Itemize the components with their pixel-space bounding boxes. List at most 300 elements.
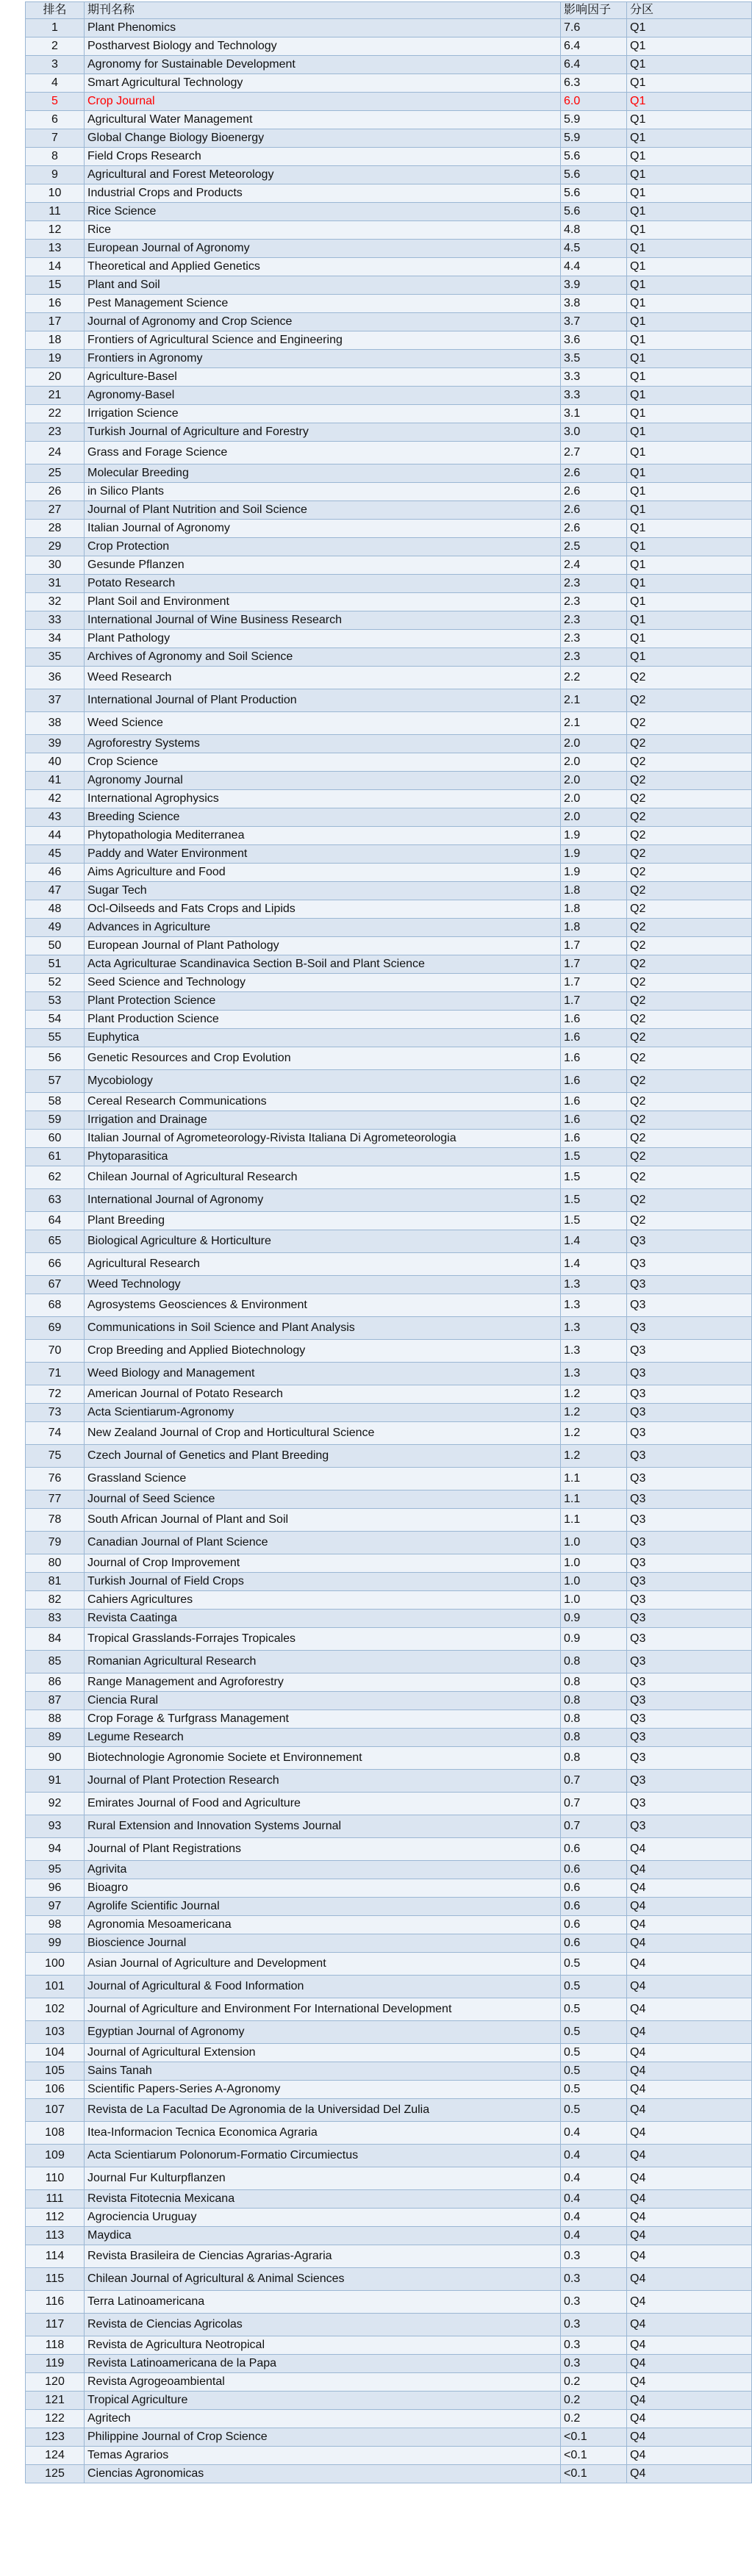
table-row xyxy=(26,1189,752,1212)
cell-quartile: Q3 xyxy=(627,1628,752,1651)
cell-rank: 125 xyxy=(26,2465,85,2483)
cell-rank: 15 xyxy=(26,276,85,295)
table-row xyxy=(26,74,752,93)
table-row xyxy=(26,1363,752,1385)
cell-rank: 98 xyxy=(26,1916,85,1934)
cell-quartile: Q4 xyxy=(627,1953,752,1976)
table-row xyxy=(26,148,752,166)
cell-rank: 113 xyxy=(26,2227,85,2245)
table-row xyxy=(26,520,752,538)
table-row xyxy=(26,1230,752,1253)
cell-impact-factor: 1.2 xyxy=(561,1445,627,1468)
cell-rank: 28 xyxy=(26,520,85,538)
cell-rank: 31 xyxy=(26,575,85,593)
table-row xyxy=(26,93,752,111)
cell-impact-factor: 4.5 xyxy=(561,240,627,258)
cell-journal-name: Irrigation and Drainage xyxy=(85,1111,561,1130)
cell-rank: 90 xyxy=(26,1747,85,1770)
cell-rank: 110 xyxy=(26,2167,85,2190)
cell-rank: 102 xyxy=(26,1998,85,2021)
table-row xyxy=(26,184,752,203)
cell-journal-name: Irrigation Science xyxy=(85,405,561,423)
cell-journal-name: Weed Research xyxy=(85,667,561,689)
cell-rank: 57 xyxy=(26,1070,85,1093)
cell-impact-factor: 2.0 xyxy=(561,772,627,790)
cell-impact-factor: 0.3 xyxy=(561,2336,627,2355)
cell-rank: 68 xyxy=(26,1294,85,1317)
cell-quartile: Q2 xyxy=(627,667,752,689)
cell-quartile: Q1 xyxy=(627,74,752,93)
cell-journal-name: Acta Scientiarum-Agronomy xyxy=(85,1404,561,1422)
cell-rank: 64 xyxy=(26,1212,85,1230)
cell-rank: 49 xyxy=(26,919,85,937)
table-row xyxy=(26,1490,752,1509)
cell-rank: 25 xyxy=(26,464,85,483)
cell-journal-name: Plant Pathology xyxy=(85,630,561,648)
cell-quartile: Q2 xyxy=(627,882,752,900)
cell-quartile: Q4 xyxy=(627,2373,752,2392)
cell-rank: 91 xyxy=(26,1770,85,1793)
cell-quartile: Q2 xyxy=(627,1011,752,1029)
cell-impact-factor: 6.4 xyxy=(561,56,627,74)
cell-rank: 23 xyxy=(26,423,85,442)
cell-quartile: Q1 xyxy=(627,313,752,331)
cell-rank: 14 xyxy=(26,258,85,276)
cell-quartile: Q4 xyxy=(627,2062,752,2081)
cell-impact-factor: 1.5 xyxy=(561,1212,627,1230)
cell-rank: 79 xyxy=(26,1532,85,1554)
cell-rank: 109 xyxy=(26,2145,85,2167)
cell-impact-factor: <0.1 xyxy=(561,2447,627,2465)
cell-quartile: Q1 xyxy=(627,184,752,203)
table-row xyxy=(26,1953,752,1976)
cell-rank: 66 xyxy=(26,1253,85,1276)
cell-quartile: Q2 xyxy=(627,1189,752,1212)
cell-rank: 71 xyxy=(26,1363,85,1385)
cell-impact-factor: 3.1 xyxy=(561,405,627,423)
cell-quartile: Q4 xyxy=(627,2336,752,2355)
cell-journal-name: Revista Fitotecnia Mexicana xyxy=(85,2190,561,2209)
cell-impact-factor: 1.1 xyxy=(561,1468,627,1490)
cell-impact-factor: 2.3 xyxy=(561,648,627,667)
cell-journal-name: Weed Technology xyxy=(85,1276,561,1294)
cell-quartile: Q2 xyxy=(627,808,752,827)
table-row xyxy=(26,937,752,955)
cell-journal-name: Global Change Biology Bioenergy xyxy=(85,129,561,148)
table-row xyxy=(26,1747,752,1770)
cell-rank: 48 xyxy=(26,900,85,919)
table-row xyxy=(26,1793,752,1815)
cell-journal-name: Range Management and Agroforestry xyxy=(85,1673,561,1692)
table-row xyxy=(26,405,752,423)
cell-journal-name: Philippine Journal of Crop Science xyxy=(85,2428,561,2447)
cell-journal-name: Ciencia Rural xyxy=(85,1692,561,1710)
table-row xyxy=(26,1838,752,1861)
table-row xyxy=(26,1317,752,1340)
cell-journal-name: Egyptian Journal of Agronomy xyxy=(85,2021,561,2044)
cell-rank: 63 xyxy=(26,1189,85,1212)
table-row xyxy=(26,240,752,258)
cell-journal-name: Tropical Agriculture xyxy=(85,2392,561,2410)
table-row xyxy=(26,1093,752,1111)
cell-quartile: Q1 xyxy=(627,37,752,56)
header-quartile: 分区 xyxy=(627,2,752,19)
table-row xyxy=(26,2099,752,2122)
cell-impact-factor: 4.4 xyxy=(561,258,627,276)
cell-journal-name: Revista Agrogeoambiental xyxy=(85,2373,561,2392)
cell-rank: 35 xyxy=(26,648,85,667)
cell-quartile: Q4 xyxy=(627,2227,752,2245)
cell-quartile: Q1 xyxy=(627,575,752,593)
cell-quartile: Q2 xyxy=(627,937,752,955)
table-row xyxy=(26,1729,752,1747)
cell-quartile: Q4 xyxy=(627,2392,752,2410)
cell-impact-factor: 3.7 xyxy=(561,313,627,331)
table-row xyxy=(26,1898,752,1916)
cell-journal-name: Scientific Papers-Series A-Agronomy xyxy=(85,2081,561,2099)
table-row xyxy=(26,1111,752,1130)
cell-impact-factor: 0.2 xyxy=(561,2392,627,2410)
cell-journal-name: Turkish Journal of Field Crops xyxy=(85,1573,561,1591)
table-row xyxy=(26,992,752,1011)
table-row xyxy=(26,538,752,556)
cell-impact-factor: 1.3 xyxy=(561,1317,627,1340)
cell-impact-factor: 0.7 xyxy=(561,1815,627,1838)
cell-rank: 12 xyxy=(26,221,85,240)
cell-journal-name: Phytopathologia Mediterranea xyxy=(85,827,561,845)
cell-impact-factor: 0.6 xyxy=(561,1838,627,1861)
cell-journal-name: Plant and Soil xyxy=(85,276,561,295)
cell-journal-name: Ocl-Oilseeds and Fats Crops and Lipids xyxy=(85,900,561,919)
table-row xyxy=(26,575,752,593)
cell-journal-name: Rice xyxy=(85,221,561,240)
cell-impact-factor: 3.8 xyxy=(561,295,627,313)
cell-journal-name: Legume Research xyxy=(85,1729,561,1747)
cell-journal-name: Archives of Agronomy and Soil Science xyxy=(85,648,561,667)
table-row xyxy=(26,387,752,405)
cell-impact-factor: 1.6 xyxy=(561,1011,627,1029)
cell-rank: 83 xyxy=(26,1610,85,1628)
cell-impact-factor: 0.4 xyxy=(561,2167,627,2190)
cell-journal-name: Ciencias Agronomicas xyxy=(85,2465,561,2483)
cell-rank: 97 xyxy=(26,1898,85,1916)
cell-impact-factor: 0.9 xyxy=(561,1610,627,1628)
table-row xyxy=(26,974,752,992)
table-row xyxy=(26,735,752,753)
table-row xyxy=(26,1047,752,1070)
table-row xyxy=(26,442,752,464)
cell-impact-factor: 0.5 xyxy=(561,1998,627,2021)
table-row xyxy=(26,276,752,295)
cell-impact-factor: 6.3 xyxy=(561,74,627,93)
cell-journal-name: Italian Journal of Agronomy xyxy=(85,520,561,538)
cell-impact-factor: 2.6 xyxy=(561,501,627,520)
table-row xyxy=(26,295,752,313)
cell-journal-name: Crop Journal xyxy=(85,93,561,111)
cell-quartile: Q1 xyxy=(627,387,752,405)
cell-quartile: Q4 xyxy=(627,1879,752,1898)
table-row xyxy=(26,1998,752,2021)
cell-rank: 34 xyxy=(26,630,85,648)
cell-quartile: Q4 xyxy=(627,2021,752,2044)
cell-rank: 26 xyxy=(26,483,85,501)
cell-journal-name: Mycobiology xyxy=(85,1070,561,1093)
table-row xyxy=(26,1934,752,1953)
cell-quartile: Q4 xyxy=(627,2291,752,2314)
cell-rank: 54 xyxy=(26,1011,85,1029)
table-row xyxy=(26,1879,752,1898)
cell-quartile: Q1 xyxy=(627,423,752,442)
cell-impact-factor: 1.5 xyxy=(561,1148,627,1166)
table-row xyxy=(26,955,752,974)
cell-impact-factor: 2.3 xyxy=(561,630,627,648)
cell-rank: 6 xyxy=(26,111,85,129)
cell-journal-name: Temas Agrarios xyxy=(85,2447,561,2465)
cell-rank: 56 xyxy=(26,1047,85,1070)
cell-quartile: Q1 xyxy=(627,350,752,368)
cell-impact-factor: 1.6 xyxy=(561,1070,627,1093)
cell-journal-name: Journal of Seed Science xyxy=(85,1490,561,1509)
table-row xyxy=(26,331,752,350)
cell-journal-name: Czech Journal of Genetics and Plant Breeding xyxy=(85,1445,561,1468)
cell-quartile: Q3 xyxy=(627,1573,752,1591)
cell-journal-name: Crop Protection xyxy=(85,538,561,556)
table-row xyxy=(26,611,752,630)
cell-rank: 74 xyxy=(26,1422,85,1445)
cell-rank: 39 xyxy=(26,735,85,753)
cell-impact-factor: 0.5 xyxy=(561,1976,627,1998)
table-row xyxy=(26,2122,752,2145)
cell-rank: 44 xyxy=(26,827,85,845)
cell-journal-name: Revista Brasileira de Ciencias Agrarias-Agraria xyxy=(85,2245,561,2268)
cell-impact-factor: 0.8 xyxy=(561,1673,627,1692)
cell-quartile: Q3 xyxy=(627,1770,752,1793)
table-row xyxy=(26,2021,752,2044)
cell-quartile: Q3 xyxy=(627,1815,752,1838)
cell-rank: 33 xyxy=(26,611,85,630)
cell-quartile: Q2 xyxy=(627,845,752,864)
cell-impact-factor: 2.7 xyxy=(561,442,627,464)
cell-rank: 96 xyxy=(26,1879,85,1898)
cell-journal-name: Crop Breeding and Applied Biotechnology xyxy=(85,1340,561,1363)
cell-impact-factor: 0.3 xyxy=(561,2245,627,2268)
table-row xyxy=(26,712,752,735)
table-row xyxy=(26,1212,752,1230)
cell-quartile: Q2 xyxy=(627,864,752,882)
table-row xyxy=(26,2428,752,2447)
cell-quartile: Q1 xyxy=(627,483,752,501)
cell-journal-name: Pest Management Science xyxy=(85,295,561,313)
cell-journal-name: Smart Agricultural Technology xyxy=(85,74,561,93)
table-body xyxy=(26,19,752,2483)
cell-impact-factor: 2.3 xyxy=(561,593,627,611)
cell-quartile: Q1 xyxy=(627,129,752,148)
table-row xyxy=(26,2291,752,2314)
cell-journal-name: Agrolife Scientific Journal xyxy=(85,1898,561,1916)
cell-impact-factor: 0.2 xyxy=(561,2373,627,2392)
cell-quartile: Q2 xyxy=(627,992,752,1011)
cell-quartile: Q4 xyxy=(627,2355,752,2373)
cell-impact-factor: 1.6 xyxy=(561,1029,627,1047)
cell-rank: 41 xyxy=(26,772,85,790)
cell-quartile: Q3 xyxy=(627,1404,752,1422)
cell-quartile: Q4 xyxy=(627,2099,752,2122)
cell-impact-factor: 1.7 xyxy=(561,992,627,1011)
cell-journal-name: Postharvest Biology and Technology xyxy=(85,37,561,56)
cell-rank: 120 xyxy=(26,2373,85,2392)
cell-impact-factor: 3.9 xyxy=(561,276,627,295)
table-row xyxy=(26,368,752,387)
cell-journal-name: Rural Extension and Innovation Systems Journal xyxy=(85,1815,561,1838)
table-row xyxy=(26,1692,752,1710)
cell-quartile: Q1 xyxy=(627,258,752,276)
table-row xyxy=(26,648,752,667)
cell-quartile: Q4 xyxy=(627,2167,752,2190)
table-row xyxy=(26,2044,752,2062)
cell-quartile: Q4 xyxy=(627,1898,752,1916)
cell-rank: 76 xyxy=(26,1468,85,1490)
cell-journal-name: Chilean Journal of Agricultural Research xyxy=(85,1166,561,1189)
cell-impact-factor: <0.1 xyxy=(561,2465,627,2483)
table-row xyxy=(26,1340,752,1363)
cell-rank: 7 xyxy=(26,129,85,148)
cell-impact-factor: 0.5 xyxy=(561,2044,627,2062)
cell-rank: 123 xyxy=(26,2428,85,2447)
cell-journal-name: Agroforestry Systems xyxy=(85,735,561,753)
table-row xyxy=(26,221,752,240)
cell-quartile: Q1 xyxy=(627,611,752,630)
cell-rank: 106 xyxy=(26,2081,85,2099)
header-row xyxy=(26,2,752,19)
cell-quartile: Q2 xyxy=(627,753,752,772)
cell-journal-name: Crop Forage & Turfgrass Management xyxy=(85,1710,561,1729)
cell-quartile: Q4 xyxy=(627,2447,752,2465)
cell-rank: 70 xyxy=(26,1340,85,1363)
cell-quartile: Q4 xyxy=(627,2245,752,2268)
cell-rank: 37 xyxy=(26,689,85,712)
header-rank: 排名 xyxy=(26,2,85,19)
cell-quartile: Q3 xyxy=(627,1673,752,1692)
cell-journal-name: Communications in Soil Science and Plant Analysis xyxy=(85,1317,561,1340)
cell-rank: 59 xyxy=(26,1111,85,1130)
cell-rank: 32 xyxy=(26,593,85,611)
cell-journal-name: Gesunde Pflanzen xyxy=(85,556,561,575)
cell-journal-name: Journal of Agricultural Extension xyxy=(85,2044,561,2062)
cell-rank: 72 xyxy=(26,1385,85,1404)
cell-impact-factor: 1.9 xyxy=(561,864,627,882)
table-row xyxy=(26,919,752,937)
table-row xyxy=(26,1166,752,1189)
table-row xyxy=(26,772,752,790)
cell-journal-name: Genetic Resources and Crop Evolution xyxy=(85,1047,561,1070)
table-row xyxy=(26,1532,752,1554)
cell-rank: 65 xyxy=(26,1230,85,1253)
cell-rank: 21 xyxy=(26,387,85,405)
cell-impact-factor: 2.2 xyxy=(561,667,627,689)
cell-impact-factor: 2.6 xyxy=(561,520,627,538)
cell-rank: 116 xyxy=(26,2291,85,2314)
cell-rank: 104 xyxy=(26,2044,85,2062)
cell-journal-name: Maydica xyxy=(85,2227,561,2245)
cell-impact-factor: 0.5 xyxy=(561,2081,627,2099)
cell-impact-factor: 1.7 xyxy=(561,937,627,955)
table-row xyxy=(26,1673,752,1692)
table-row xyxy=(26,1294,752,1317)
cell-rank: 77 xyxy=(26,1490,85,1509)
cell-impact-factor: 3.0 xyxy=(561,423,627,442)
cell-journal-name: American Journal of Potato Research xyxy=(85,1385,561,1404)
cell-impact-factor: 1.3 xyxy=(561,1276,627,1294)
cell-quartile: Q2 xyxy=(627,900,752,919)
cell-quartile: Q4 xyxy=(627,1916,752,1934)
cell-quartile: Q2 xyxy=(627,712,752,735)
cell-journal-name: Agricultural Water Management xyxy=(85,111,561,129)
cell-rank: 107 xyxy=(26,2099,85,2122)
table-row xyxy=(26,501,752,520)
cell-impact-factor: 1.1 xyxy=(561,1490,627,1509)
table-row xyxy=(26,2209,752,2227)
cell-journal-name: South African Journal of Plant and Soil xyxy=(85,1509,561,1532)
cell-journal-name: Agronomy Journal xyxy=(85,772,561,790)
cell-rank: 80 xyxy=(26,1554,85,1573)
cell-quartile: Q3 xyxy=(627,1651,752,1673)
table-row xyxy=(26,2410,752,2428)
cell-rank: 121 xyxy=(26,2392,85,2410)
cell-journal-name: Romanian Agricultural Research xyxy=(85,1651,561,1673)
cell-journal-name: Revista de La Facultad De Agronomia de la Universidad Del Zulia xyxy=(85,2099,561,2122)
cell-impact-factor: 1.0 xyxy=(561,1573,627,1591)
table-row xyxy=(26,1573,752,1591)
cell-quartile: Q3 xyxy=(627,1747,752,1770)
cell-quartile: Q1 xyxy=(627,442,752,464)
table-row xyxy=(26,111,752,129)
cell-quartile: Q4 xyxy=(627,2122,752,2145)
cell-rank: 75 xyxy=(26,1445,85,1468)
table-row xyxy=(26,350,752,368)
cell-impact-factor: 0.5 xyxy=(561,2099,627,2122)
table-row xyxy=(26,882,752,900)
cell-impact-factor: 0.5 xyxy=(561,1953,627,1976)
cell-rank: 38 xyxy=(26,712,85,735)
cell-impact-factor: 1.7 xyxy=(561,955,627,974)
cell-impact-factor: <0.1 xyxy=(561,2428,627,2447)
cell-journal-name: Terra Latinoamericana xyxy=(85,2291,561,2314)
cell-rank: 81 xyxy=(26,1573,85,1591)
cell-rank: 1 xyxy=(26,19,85,37)
cell-impact-factor: 0.3 xyxy=(561,2355,627,2373)
cell-quartile: Q3 xyxy=(627,1253,752,1276)
cell-quartile: Q3 xyxy=(627,1692,752,1710)
cell-impact-factor: 0.6 xyxy=(561,1879,627,1898)
cell-journal-name: Cahiers Agricultures xyxy=(85,1591,561,1610)
cell-quartile: Q3 xyxy=(627,1490,752,1509)
cell-rank: 99 xyxy=(26,1934,85,1953)
cell-rank: 122 xyxy=(26,2410,85,2428)
cell-impact-factor: 0.2 xyxy=(561,2410,627,2428)
cell-impact-factor: 2.0 xyxy=(561,808,627,827)
cell-rank: 13 xyxy=(26,240,85,258)
cell-journal-name: Weed Biology and Management xyxy=(85,1363,561,1385)
cell-quartile: Q1 xyxy=(627,203,752,221)
cell-rank: 27 xyxy=(26,501,85,520)
cell-journal-name: Agrivita xyxy=(85,1861,561,1879)
cell-quartile: Q3 xyxy=(627,1363,752,1385)
cell-journal-name: Aims Agriculture and Food xyxy=(85,864,561,882)
cell-journal-name: Agricultural and Forest Meteorology xyxy=(85,166,561,184)
cell-impact-factor: 1.6 xyxy=(561,1111,627,1130)
cell-rank: 8 xyxy=(26,148,85,166)
cell-rank: 43 xyxy=(26,808,85,827)
